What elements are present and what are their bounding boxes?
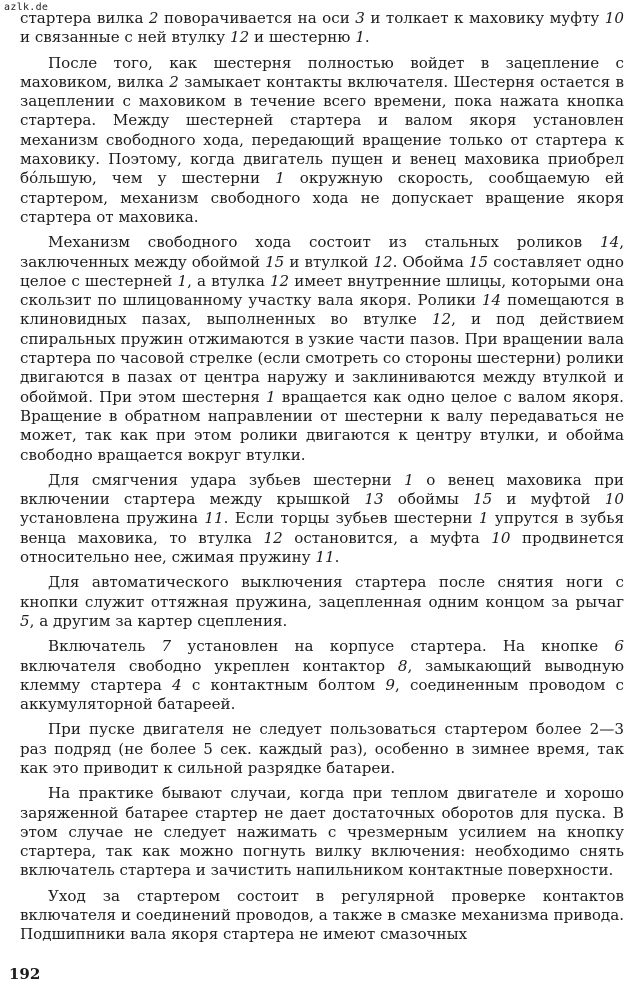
reference-number: 2 bbox=[148, 9, 159, 27]
paragraph bbox=[20, 784, 624, 880]
text-run: . bbox=[334, 548, 340, 567]
reference-number: 14 bbox=[599, 233, 620, 252]
reference-number: 2 bbox=[169, 72, 179, 91]
page-body bbox=[20, 9, 624, 951]
reference-number: 15 bbox=[473, 490, 493, 509]
reference-number: 13 bbox=[364, 490, 384, 509]
text-run: имеет внутренние шлицы, которыми она скользит по шлицованному участку вала якоря. Ролики bbox=[20, 271, 624, 310]
text-run: Уход за стартером состоит в регулярной проверке контактов включателя и соединений проводов, а также в смазке механизма привода. Подшипники вала якоря стартера не имеют смазочных bbox=[20, 886, 624, 944]
text-run: Для смягчения удара зубьев шестерни bbox=[48, 470, 405, 489]
text-run: установлен на корпусе стартера. На кнопке bbox=[171, 637, 615, 656]
text-run: установлена пружина bbox=[20, 509, 205, 528]
reference-number: 11 bbox=[204, 509, 224, 528]
paragraph bbox=[20, 887, 624, 945]
reference-number: 3 bbox=[355, 9, 365, 27]
text-run: упрутся в зубья венца маховика, то втулка bbox=[20, 509, 624, 547]
text-run: окружную скорость, сообщаемую ей стартером, механизм свободного хода не допускает вращение якоря стартера от маховика. bbox=[20, 169, 625, 226]
reference-number: 11 bbox=[315, 548, 335, 567]
text-run: обоймы bbox=[383, 490, 474, 509]
text-run: . Обойма bbox=[392, 252, 469, 271]
text-run: Для автоматического выключения стартера после снятия ноги с кнопки служит оттяжная пружина, зацепленная одним концом за рычаг bbox=[20, 573, 624, 611]
reference-number: 5 bbox=[20, 611, 30, 630]
text-run: составляет одно целое с шестерней bbox=[20, 252, 624, 290]
text-run: , а другим за картер сцепления. bbox=[29, 611, 288, 630]
text-run: , и под действием спиральных пружин отжимаются в узкие части пазов. При вращении вала стартера по часовой стрелке (если смотреть со стороны шестерни) ролики двигаются в пазах от центра наружу и заклиниваются между втулкой и обоймой. При этом шестерня bbox=[20, 310, 624, 406]
text-run: Механизм свободного хода состоит из стальных роликов bbox=[48, 233, 600, 252]
text-run: , соединенным проводом с аккумуляторной батареей. bbox=[20, 675, 624, 714]
text-run: и связанные с ней втулку bbox=[20, 28, 230, 47]
text-run: . bbox=[364, 28, 370, 47]
page-number: 192 bbox=[9, 965, 41, 983]
reference-number: 4 bbox=[172, 675, 182, 694]
reference-number: 10 bbox=[604, 9, 624, 27]
reference-number: 12 bbox=[263, 528, 283, 547]
reference-number: 15 bbox=[265, 252, 285, 271]
paragraph bbox=[20, 720, 624, 778]
reference-number: 12 bbox=[229, 28, 250, 47]
text-run: и муфтой bbox=[492, 490, 605, 509]
text-run: помещаются в клиновидных пазах, выполненных во втулке bbox=[20, 291, 624, 329]
text-run: и втулкой bbox=[284, 252, 374, 271]
watermark-text: azlk.de bbox=[4, 2, 49, 13]
text-run: и шестерню bbox=[249, 28, 356, 47]
reference-number: 10 bbox=[491, 528, 511, 547]
reference-number: 9 bbox=[385, 675, 395, 694]
paragraph bbox=[20, 471, 624, 567]
reference-number: 1 bbox=[404, 470, 414, 489]
reference-number: 15 bbox=[468, 252, 489, 271]
text-run: При пуске двигателя не следует пользоваться стартером более 2—3 раз подряд (не более 5 сек. каждый раз), особенно в зимнее время, так как это приводит к сильной разрядке батареи. bbox=[20, 720, 624, 777]
text-run: , а втулка bbox=[187, 271, 270, 290]
paragraph bbox=[20, 54, 624, 228]
reference-number: 12 bbox=[431, 310, 452, 329]
reference-number: 10 bbox=[604, 490, 625, 509]
reference-number: 12 bbox=[269, 271, 290, 290]
paragraph bbox=[20, 637, 624, 714]
reference-number: 1 bbox=[265, 387, 276, 406]
text-run: , заключенных между обоймой bbox=[20, 233, 624, 271]
reference-number: 1 bbox=[275, 169, 285, 188]
text-run: , замыкающий выводную клемму стартера bbox=[20, 656, 625, 694]
reference-number: 1 bbox=[177, 271, 188, 290]
reference-number: 1 bbox=[355, 28, 365, 47]
reference-number: 6 bbox=[614, 637, 625, 656]
text-run: . Если торцы зубьев шестерни bbox=[223, 509, 479, 528]
text-run: о венец маховика при включении стартера между крышкой bbox=[20, 470, 624, 509]
reference-number: 7 bbox=[161, 637, 172, 656]
reference-number: 12 bbox=[373, 252, 393, 271]
paragraph bbox=[20, 9, 624, 48]
text-run: На практике бывают случаи, когда при теплом двигателе и хорошо заряженной батарее стартер не дает достаточных оборотов для пуска. В этом случае не следует нажимать с чрезмерным усилием на кнопку стартера, так как можно погнуть вилку включения: необходимо снять включатель стартера и зачистить напильником контактные поверхности. bbox=[20, 784, 624, 880]
text-run: продвинется относительно нее, сжимая пружину bbox=[20, 528, 625, 567]
paragraph bbox=[20, 233, 624, 465]
text-run: стартера вилка bbox=[20, 9, 149, 27]
text-run: После того, как шестерня полностью войдет в зацепление с маховиком, вилка bbox=[20, 53, 624, 91]
text-run: Включатель bbox=[48, 637, 162, 656]
reference-number: 8 bbox=[397, 656, 408, 675]
text-run: замыкает контакты включателя. Шестерня остается в зацеплении с маховиком в течение всего времени, пока нажата кнопка стартера. Между шестерней стартера и валом якоря установлен механизм свободного хода, передающий вращение только от стартера к маховику. Поэтому, когда двигатель пущен и венец маховика приобрел бо́льшую, чем у шестерни bbox=[20, 72, 624, 188]
text-run: включателя свободно укреплен контактор bbox=[20, 656, 398, 675]
text-run: остановится, а муфта bbox=[282, 528, 492, 547]
text-run: поворачивается на оси bbox=[158, 9, 356, 27]
text-run: с контактным болтом bbox=[181, 675, 386, 694]
reference-number: 1 bbox=[478, 509, 489, 528]
paragraph bbox=[20, 573, 624, 631]
text-run: и толкает к маховику муфту bbox=[364, 9, 605, 27]
text-run: вращается как одно целое с валом якоря. Вращение в обратном направлении от шестерни к валу передаваться не может, так как при этом ролики двигаются к центру втулки, и обойма свободно вращается вокруг втулки. bbox=[20, 387, 624, 464]
reference-number: 14 bbox=[481, 291, 502, 310]
